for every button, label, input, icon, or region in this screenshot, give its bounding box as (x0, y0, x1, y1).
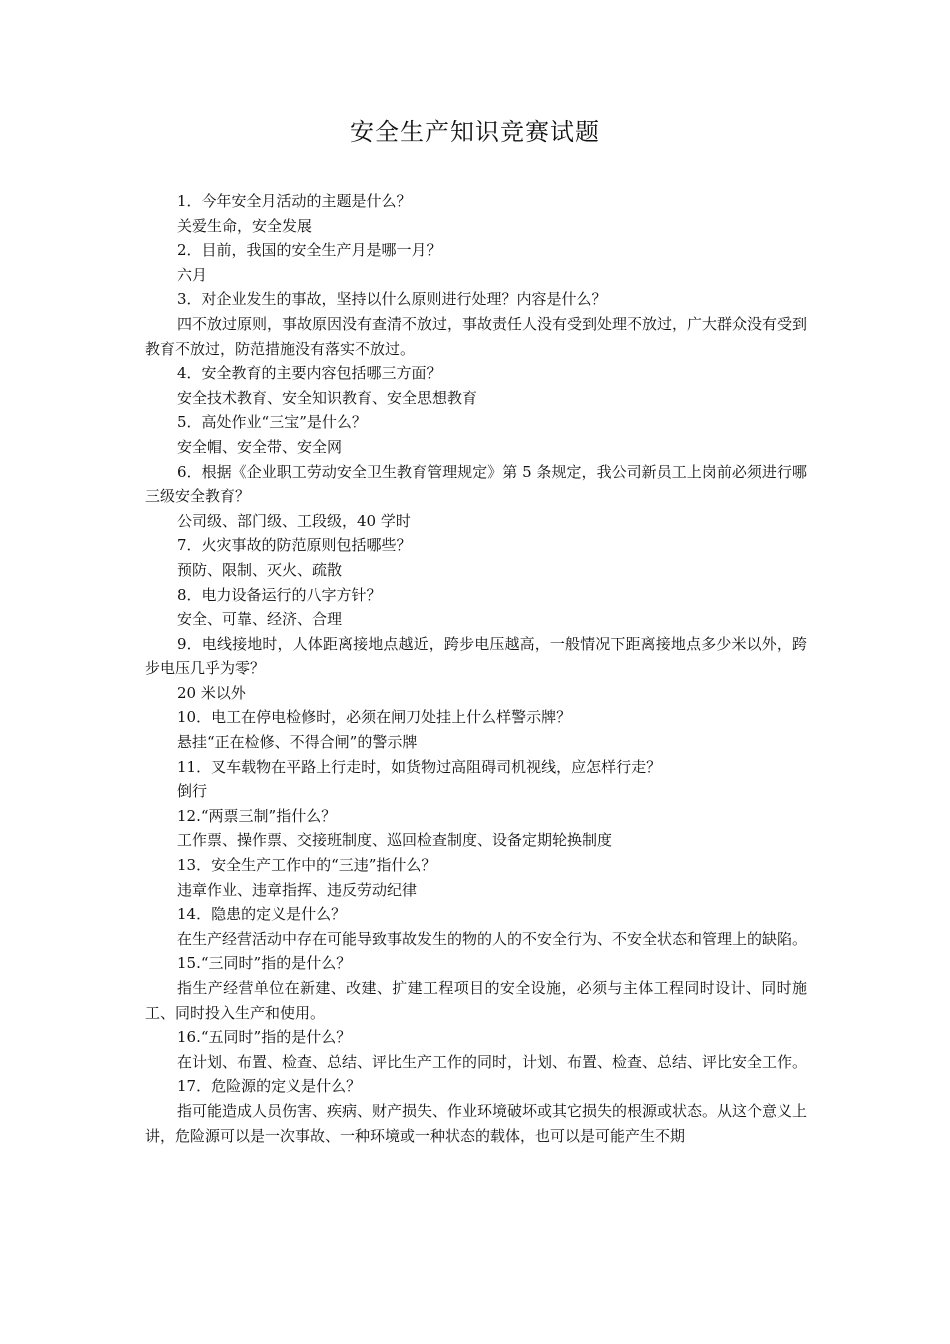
document-paragraph: 悬挂“正在检修、不得合闸”的警示牌 (177, 733, 418, 752)
document-paragraph: 四不放过原则，事故原因没有查清不放过，事故责任人没有受到处理不放过，广大群众没有受到教育不放过，防范措施没有落实不放过。 (145, 314, 808, 358)
document-paragraph: 工作票、操作票、交接班制度、巡回检查制度、设备定期轮换制度 (177, 831, 613, 850)
document-paragraph: 违章作业、违章指挥、违反劳动纪律 (177, 880, 418, 899)
document-paragraph: 16.“五同时”指的是什么？ (177, 1028, 352, 1047)
document-paragraph: 指可能造成人员伤害、疾病、财产损失、作业环境破坏或其它损失的根源或状态。从这个意义上讲，危险源可以是一次事故、一种环境或一种状态的载体，也可以是可能产生不期 (145, 1101, 808, 1145)
document-paragraph: 15.“三同时”指的是什么？ (177, 954, 352, 973)
document-paragraph: 14．隐患的定义是什么？ (177, 905, 347, 924)
document-paragraph: 17．危险源的定义是什么？ (177, 1077, 362, 1096)
document-paragraph: 安全帽、安全带、安全网 (177, 437, 343, 456)
document-paragraph: 1．今年安全月活动的主题是什么？ (177, 192, 412, 210)
document-paragraph: 6．根据《企业职工劳动安全卫生教育管理规定》第 5 条规定，我公司新员工上岗前必须进行哪三级安全教育？ (145, 462, 807, 506)
document-paragraph: 9．电线接地时，人体距离接地点越近，跨步电压越高，一般情况下距离接地点多少米以外，跨步电压几乎为零？ (145, 634, 807, 678)
document-paragraph: 2．目前，我国的安全生产月是哪一月？ (177, 241, 442, 260)
document-title: 安全生产知识竞赛试题 (350, 118, 600, 146)
document-paragraph: 安全、可靠、经济、合理 (177, 610, 343, 629)
document-paragraph: 8．电力设备运行的八字方针？ (177, 585, 382, 604)
document-paragraph: 4．安全教育的主要内容包括哪三方面？ (177, 364, 442, 383)
document-paragraph: 六月 (177, 265, 208, 284)
document-paragraph: 公司级、部门级、工段级，40 学时 (177, 511, 411, 530)
document-paragraph: 关爱生命，安全发展 (177, 216, 313, 235)
document-paragraph: 7．火灾事故的防范原则包括哪些？ (177, 536, 412, 555)
document-body (145, 189, 807, 1148)
document-paragraph: 指生产经营单位在新建、改建、扩建工程项目的安全设施，必须与主体工程同时设计、同时施工、同时投入生产和使用。 (145, 979, 807, 1022)
document-paragraph: 预防、限制、灭火、疏散 (177, 560, 343, 579)
document-paragraph: 在计划、布置、检查、总结、评比生产工作的同时，计划、布置、检查、总结、评比安全工作。 (177, 1052, 808, 1071)
document-paragraph: 在生产经营活动中存在可能导致事故发生的物的人的不安全行为、不安全状态和管理上的缺陷。 (177, 929, 808, 948)
document-paragraph: 安全技术教育、安全知识教育、安全思想教育 (177, 388, 478, 407)
document-paragraph: 10．电工在停电检修时，必须在闸刀处挂上什么样警示牌？ (177, 708, 572, 727)
document-paragraph: 20 米以外 (177, 683, 246, 702)
document-paragraph: 11．叉车载物在平路上行走时，如货物过高阻碍司机视线，应怎样行走？ (177, 757, 662, 776)
document-paragraph: 13．安全生产工作中的“三违”指什么？ (177, 856, 437, 875)
document-paragraph: 5．高处作业“三宝”是什么？ (177, 413, 367, 432)
document-paragraph: 倒行 (177, 782, 208, 801)
document-paragraph: 12.“两票三制”指什么？ (177, 806, 337, 825)
document-paragraph: 3．对企业发生的事故，坚持以什么原则进行处理？内容是什么？ (177, 290, 607, 309)
